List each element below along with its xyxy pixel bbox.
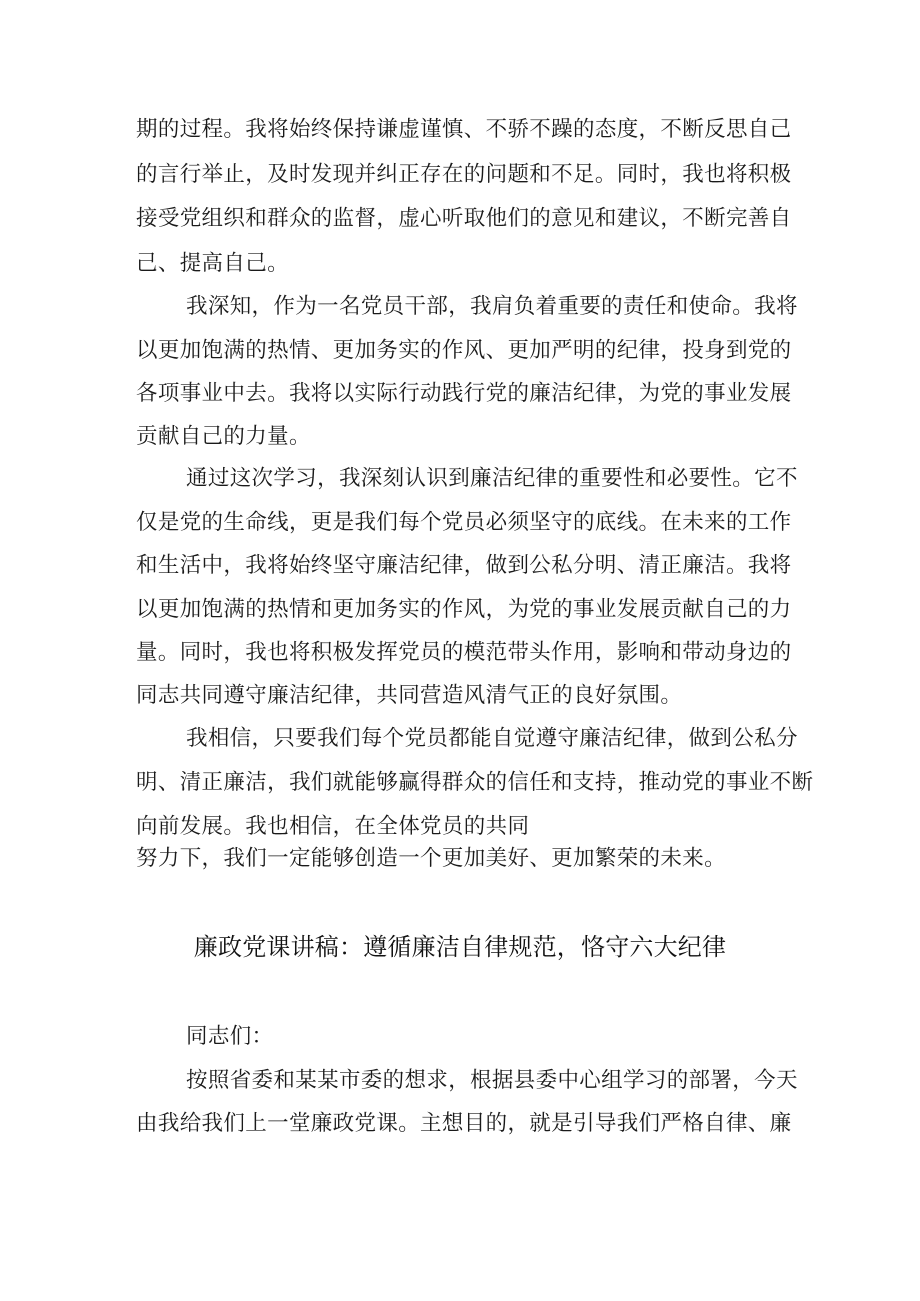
- paragraph-line: 己、提高自己。: [136, 251, 289, 276]
- paragraph-line: 努力下，我们一定能够创造一个更加美好、更加繁荣的未来。: [136, 846, 726, 871]
- paragraph-line: 和生活中，我将始终坚守廉洁纪律，做到公私分明、清正廉洁。我将: [136, 553, 792, 578]
- paragraph-line: 同志共同遵守廉洁纪律，共同营造风清气正的良好氛围。: [136, 683, 683, 708]
- paragraph-line: 以更加饱满的热情、更加务实的作风、更加严明的纪律，投身到党的: [136, 338, 792, 363]
- paragraph-line: 接受党组织和群众的监督，虚心听取他们的意见和建议，不断完善自: [136, 206, 792, 231]
- paragraph-line: 的言行举止，及时发现并纠正存在的问题和不足。同时，我也将积极: [136, 162, 792, 187]
- paragraph-line: 向前发展。我也相信，在全体党员的共同: [136, 814, 530, 839]
- paragraph-line: 贡献自己的力量。: [136, 424, 311, 449]
- paragraph-line: 通过这次学习，我深刻认识到廉洁纪律的重要性和必要性。它不: [186, 466, 798, 491]
- paragraph-line: 明、清正廉洁，我们就能够赢得群众的信任和支持，推动党的事业不断: [136, 770, 814, 795]
- paragraph-line: 各项事业中去。我将以实际行动践行党的廉洁纪律，为党的事业发展: [136, 381, 792, 406]
- section-heading: 廉政党课讲稿：遵循廉洁自律规范，恪守六大纪律: [193, 933, 727, 961]
- paragraph-line: 由我给我们上一堂廉政党课。主想目的，就是引导我们严格自律、廉: [136, 1111, 792, 1136]
- paragraph-line: 量。同时，我也将积极发挥党员的模范带头作用，影响和带动身边的: [136, 640, 792, 665]
- paragraph-line: 以更加饱满的热情和更加务实的作风，为党的事业发展贡献自己的力: [136, 597, 792, 622]
- paragraph-line: 我相信，只要我们每个党员都能自觉遵守廉洁纪律，做到公私分: [186, 726, 798, 751]
- paragraph-line: 我深知，作为一名党员干部，我肩负着重要的责任和使命。我将: [186, 294, 798, 319]
- salutation: 同志们：: [186, 1024, 274, 1049]
- paragraph-line: 按照省委和某某市委的想求，根据县委中心组学习的部署，今天: [186, 1068, 798, 1093]
- paragraph-line: 期的过程。我将始终保持谦虚谨慎、不骄不躁的态度，不断反思自己: [136, 117, 792, 142]
- paragraph-line: 仅是党的生命线，更是我们每个党员必须坚守的底线。在未来的工作: [136, 510, 792, 535]
